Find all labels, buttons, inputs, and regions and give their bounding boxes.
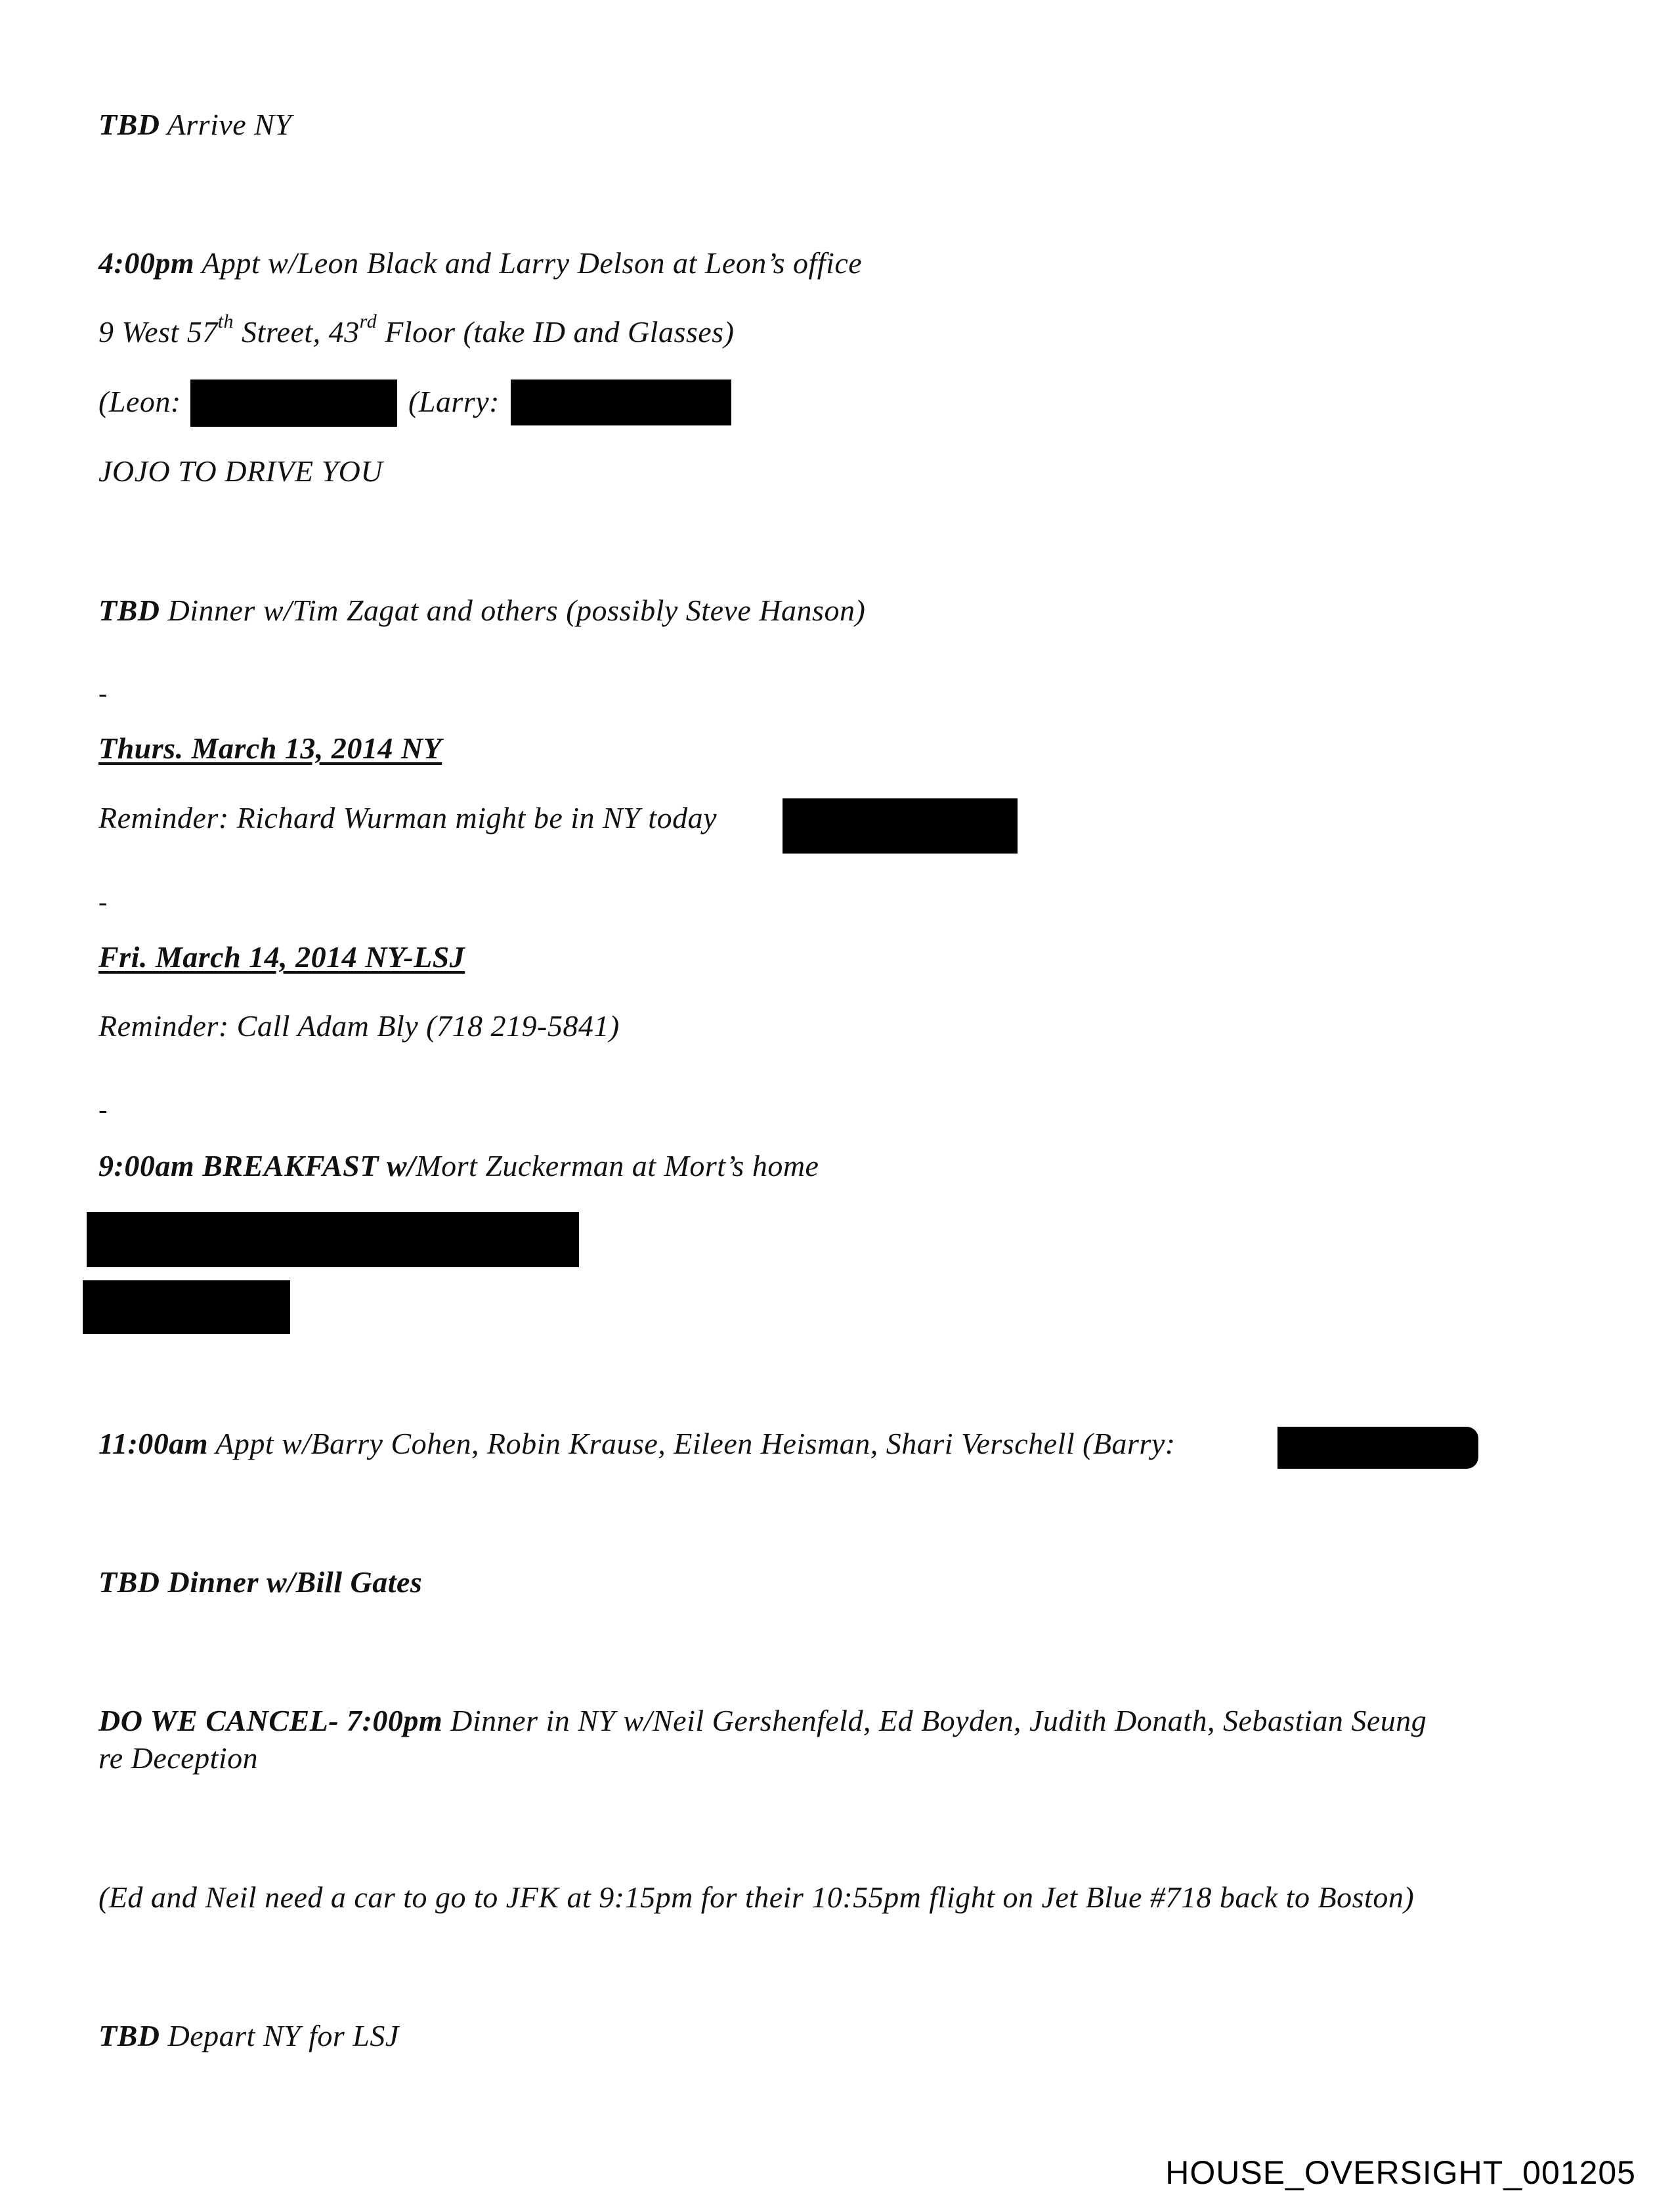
car-note: (Ed and Neil need a car to go to JFK at 9:15pm for their 10:55pm flight on Jet Blue #718 back to Boston)	[98, 1880, 1415, 1914]
leon-contact-label: (Leon:	[98, 385, 181, 418]
address-superscript: rd	[359, 311, 377, 332]
address-part: Street, 43	[234, 315, 360, 349]
entry-text: Depart NY for LSJ	[160, 2019, 399, 2052]
entry-text: Mort Zuckerman at Mort’s home	[416, 1149, 819, 1182]
entry-with: w/	[378, 1149, 416, 1182]
entry-text: Appt w/Leon Black and Larry Delson at Leon’s office	[194, 246, 863, 280]
day-header-thursday: Thurs. March 13, 2014 NY	[98, 731, 442, 765]
entry-time: TBD	[98, 594, 160, 627]
leon-address	[98, 311, 735, 351]
entry-text: Dinner in NY w/Neil Gershenfeld, Ed Boyden, Judith Donath, Sebastian Seung	[442, 1704, 1427, 1737]
entry-time: 9:00am BREAKFAST	[98, 1149, 379, 1182]
redaction-box	[190, 380, 397, 427]
entry-text: Appt w/Barry Cohen, Robin Krause, Eileen Heisman, Shari Verschell (Barry:	[208, 1427, 1176, 1460]
redaction-box	[783, 798, 1018, 854]
bates-number: HOUSE_OVERSIGHT_001205	[1165, 2154, 1636, 2191]
entry-leon-appt	[98, 245, 862, 282]
entry-arrive	[98, 106, 291, 143]
redaction-box	[511, 380, 731, 425]
reminder-wurman: Reminder: Richard Wurman might be in NY today	[98, 801, 717, 835]
address-part: Floor (take ID and Glasses)	[377, 315, 735, 349]
separator: -	[98, 678, 108, 708]
redaction-box	[1277, 1427, 1478, 1469]
entry-dinner-gates: TBD Dinner w/Bill Gates	[98, 1565, 423, 1599]
entry-time: TBD	[98, 108, 160, 141]
entry-depart	[98, 2018, 399, 2054]
separator: -	[98, 887, 108, 917]
entry-cancel-topic: re Deception	[98, 1741, 259, 1775]
entry-cancel-dinner	[98, 1702, 1427, 1739]
entry-text: Arrive NY	[160, 108, 292, 141]
entry-time: 4:00pm	[98, 246, 195, 280]
redaction-box	[83, 1280, 290, 1334]
entry-time: TBD	[98, 2019, 160, 2052]
larry-contact-label: (Larry:	[408, 385, 500, 418]
entry-time: 11:00am	[98, 1427, 209, 1460]
day-header-friday: Fri. March 14, 2014 NY-LSJ	[98, 940, 465, 974]
entry-barry-appt	[98, 1425, 1176, 1462]
entry-time: DO WE CANCEL- 7:00pm	[98, 1704, 443, 1737]
entry-text: Dinner w/Tim Zagat and others (possibly Steve Hanson)	[160, 594, 866, 627]
reminder-bly: Reminder: Call Adam Bly (718 219-5841)	[98, 1009, 620, 1043]
address-superscript: th	[217, 311, 234, 332]
driver-note: JOJO TO DRIVE YOU	[98, 454, 383, 488]
entry-breakfast	[98, 1148, 819, 1184]
entry-dinner-zagat	[98, 592, 865, 629]
address-part: 9 West 57	[98, 315, 218, 349]
redaction-box	[87, 1212, 579, 1267]
separator: -	[98, 1095, 108, 1124]
